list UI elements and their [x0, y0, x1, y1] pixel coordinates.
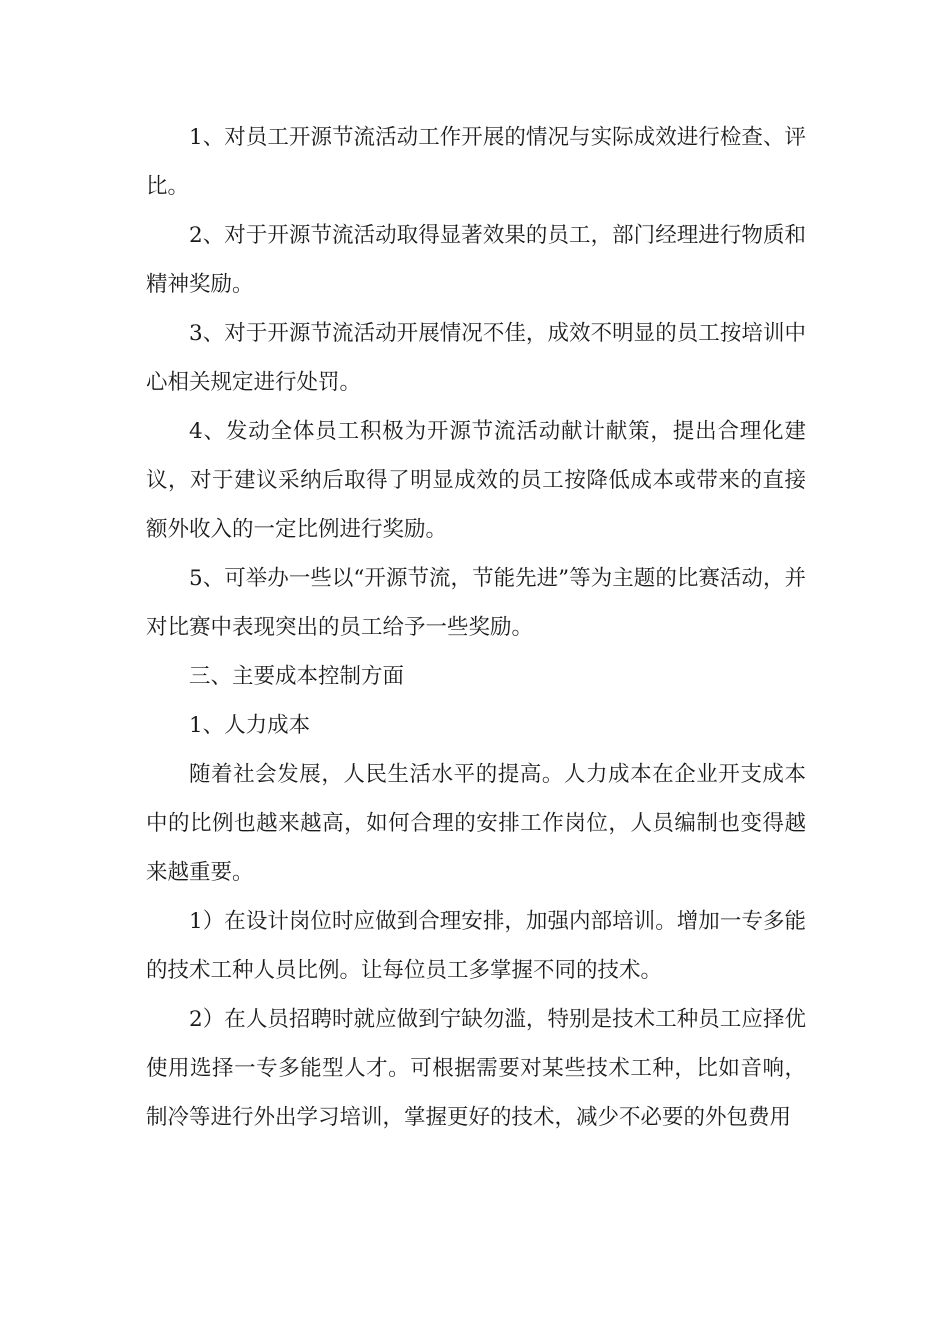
paragraph-review-evaluation: 1、对员工开源节流活动工作开展的情况与实际成效进行检查、评比。 [146, 125, 806, 199]
paragraph-job-design: 1）在设计岗位时应做到合理安排，加强内部培训。增加一专多能的技术工种人员比例。让每位员工多掌握不同的技术。 [146, 909, 806, 983]
paragraph-recruitment: 2）在人员招聘时就应做到宁缺勿滥，特别是技术工种员工应择优使用选择一专多能型人才。可根据需要对某些技术工种，比如音响，制冷等进行外出学习培训，掌握更好的技术，减少不必要的外包费用 [146, 1007, 806, 1130]
paragraph-penalty: 3、对于开源节流活动开展情况不佳，成效不明显的员工按培训中心相关规定进行处罚。 [146, 321, 806, 395]
subheading-labor-cost: 1、人力成本 [189, 713, 311, 738]
paragraph-suggestions: 4、发动全体员工积极为开源节流活动献计献策，提出合理化建议，对于建议采纳后取得了明显成效的员工按降低成本或带来的直接额外收入的一定比例进行奖励。 [146, 419, 806, 542]
section-heading-cost-control: 三、主要成本控制方面 [189, 664, 405, 689]
paragraph-reward-employees: 2、对于开源节流活动取得显著效果的员工，部门经理进行物质和精神奖励。 [146, 223, 806, 297]
document-body [146, 113, 806, 1142]
paragraph-labor-cost-intro: 随着社会发展，人民生活水平的提高。人力成本在企业开支成本中的比例也越来越高，如何合理的安排工作岗位，人员编制也变得越来越重要。 [146, 762, 806, 885]
paragraph-competition: 5、可举办一些以“开源节流，节能先进”等为主题的比赛活动，并对比赛中表现突出的员工给予一些奖励。 [146, 566, 806, 640]
